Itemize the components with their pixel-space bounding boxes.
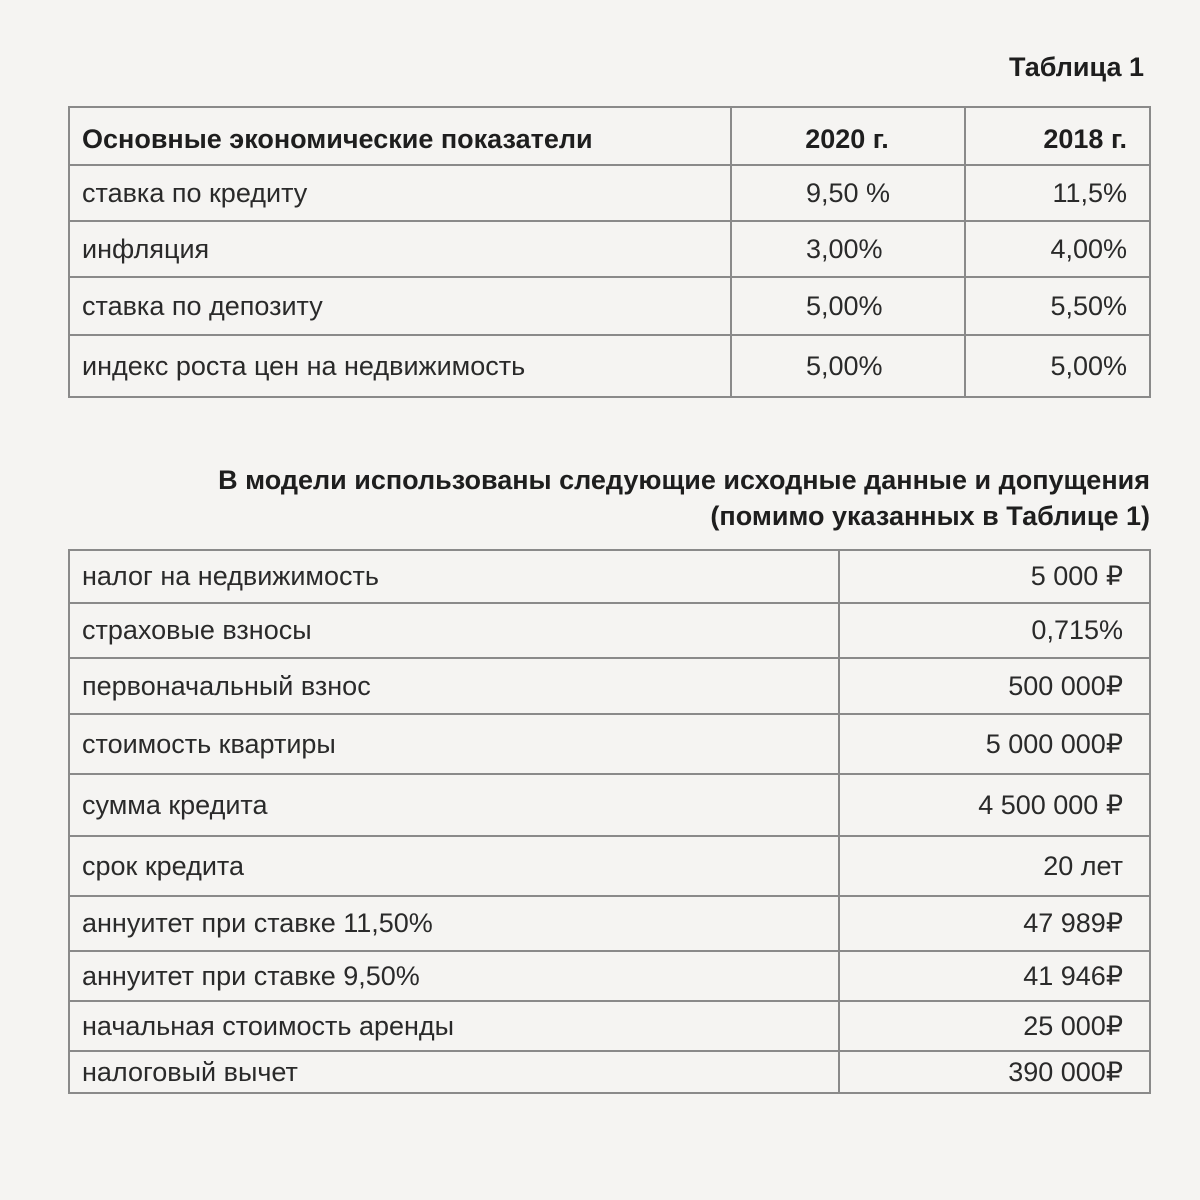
row-label: аннуитет при ставке 11,50% — [69, 896, 839, 951]
row-label: аннуитет при ставке 9,50% — [69, 951, 839, 1001]
row-value: 47 989₽ — [839, 896, 1150, 951]
value-2018: 4,00% — [965, 221, 1150, 277]
table-row — [69, 550, 1150, 603]
table-row — [69, 714, 1150, 774]
row-label: индекс роста цен на недвижимость — [69, 335, 731, 397]
value-2018: 5,50% — [965, 277, 1150, 335]
model-inputs-table — [68, 549, 1151, 1094]
table-row — [69, 836, 1150, 896]
row-label: ставка по депозиту — [69, 277, 731, 335]
row-value: 25 000₽ — [839, 1001, 1150, 1051]
row-value: 20 лет — [839, 836, 1150, 896]
section-heading-line2: (помимо указанных в Таблице 1) — [710, 501, 1150, 531]
table-row — [69, 951, 1150, 1001]
economic-indicators-table — [68, 106, 1151, 398]
table-row — [69, 1001, 1150, 1051]
row-value: 4 500 000 ₽ — [839, 774, 1150, 836]
row-value: 390 000₽ — [839, 1051, 1150, 1093]
table-row — [69, 896, 1150, 951]
row-value: 500 000₽ — [839, 658, 1150, 714]
value-2018: 5,00% — [965, 335, 1150, 397]
row-label: инфляция — [69, 221, 731, 277]
table-row — [69, 1051, 1150, 1093]
section-heading-line1: В модели использованы следующие исходные данные и допущения — [218, 465, 1150, 495]
row-value: 0,715% — [839, 603, 1150, 658]
section-heading — [50, 462, 1150, 534]
row-label: начальная стоимость аренды — [69, 1001, 839, 1051]
table1-caption: Таблица 1 — [1008, 52, 1144, 82]
value-2020: 9,50 % — [731, 165, 965, 221]
header-2018: 2018 г. — [965, 107, 1150, 165]
row-label: первоначальный взнос — [69, 658, 839, 714]
row-label: стоимость квартиры — [69, 714, 839, 774]
table-row — [69, 165, 1150, 221]
table-row — [69, 277, 1150, 335]
row-label: сумма кредита — [69, 774, 839, 836]
value-2020: 3,00% — [731, 221, 965, 277]
row-value: 5 000 000₽ — [839, 714, 1150, 774]
header-2020: 2020 г. — [731, 107, 965, 165]
row-value: 41 946₽ — [839, 951, 1150, 1001]
table-header-row — [69, 107, 1150, 165]
row-label: срок кредита — [69, 836, 839, 896]
table-row — [69, 603, 1150, 658]
header-indicators: Основные экономические показатели — [69, 107, 731, 165]
table-row — [69, 221, 1150, 277]
value-2020: 5,00% — [731, 335, 965, 397]
row-label: страховые взносы — [69, 603, 839, 658]
value-2020: 5,00% — [731, 277, 965, 335]
row-label: налоговый вычет — [69, 1051, 839, 1093]
table-row — [69, 335, 1150, 397]
table-row — [69, 774, 1150, 836]
table-row — [69, 658, 1150, 714]
row-value: 5 000 ₽ — [839, 550, 1150, 603]
value-2018: 11,5% — [965, 165, 1150, 221]
row-label: ставка по кредиту — [69, 165, 731, 221]
row-label: налог на недвижимость — [69, 550, 839, 603]
